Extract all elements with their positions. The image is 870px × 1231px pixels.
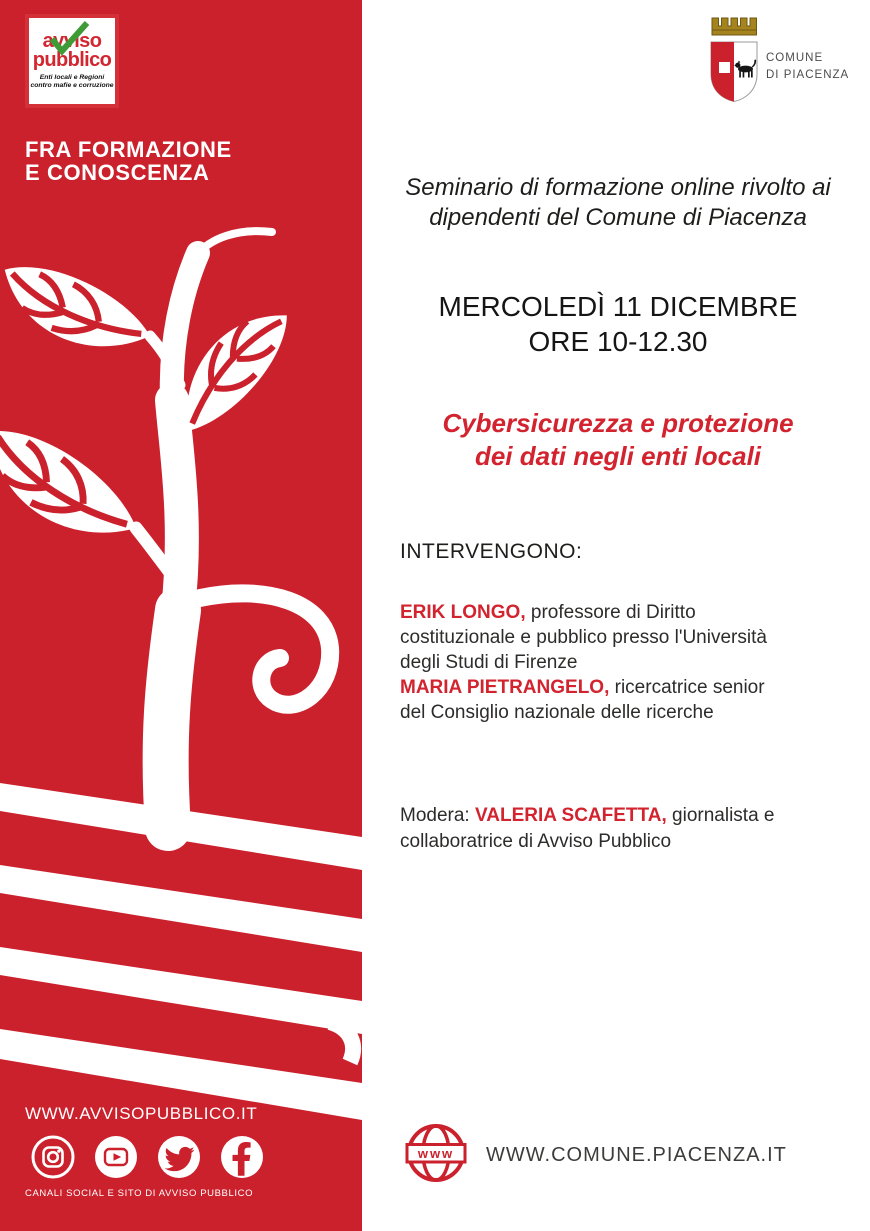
campaign-title-line1: FRA FORMAZIONE (25, 137, 232, 162)
org-name-line2: DI PIACENZA (766, 69, 850, 82)
speaker-name: ERIK LONGO, (400, 602, 526, 623)
seminar-subtitle-line1: Seminario di formazione online rivolto ai (405, 174, 831, 201)
moderator-role: giornalista e collaboratrice di Avviso Pubblico (400, 805, 775, 852)
twitter-icon[interactable] (157, 1135, 201, 1179)
event-title-line2: dei dati negli enti locali (474, 441, 762, 472)
globe-www-icon (404, 1121, 468, 1185)
seminar-subtitle (366, 173, 870, 233)
logo-word-avviso: avviso (42, 30, 102, 52)
mural-crown-icon (712, 18, 757, 35)
facebook-icon[interactable] (220, 1135, 264, 1179)
logo-wordmark (29, 32, 115, 70)
logo-word-pubblico: pubblico (32, 49, 112, 71)
moderator-name: VALERIA SCAFETTA, (474, 805, 667, 826)
globe-www-label: www (417, 1146, 455, 1161)
social-caption: CANALI SOCIAL E SITO DI AVVISO PUBBLICO (25, 1188, 254, 1199)
instagram-icon[interactable] (31, 1135, 75, 1179)
speaker-name: MARIA PIETRANGELO, (400, 677, 610, 698)
event-date (366, 289, 870, 359)
left-red-panel (0, 0, 362, 1231)
event-title (366, 407, 870, 474)
event-title-line1: Cybersicurezza e protezione (442, 408, 794, 438)
logo-tagline-line1: Enti locali e Regioni (39, 74, 105, 81)
speakers-list (400, 600, 782, 725)
campaign-title (25, 139, 232, 185)
logo-tagline (29, 74, 115, 91)
org-name (766, 50, 849, 85)
event-date-line1: MERCOLEDÌ 11 DICEMBRE (438, 291, 798, 322)
speakers-heading: INTERVENGONO: (400, 540, 583, 563)
piacenza-coat-of-arms (704, 10, 764, 105)
avviso-pubblico-logo (25, 14, 119, 108)
moderator-line (400, 803, 840, 855)
org-name-line1: COMUNE (766, 52, 824, 64)
event-time-line: ORE 10-12.30 (528, 326, 708, 357)
green-check-icon (49, 20, 91, 56)
speaker-role: professore di Diritto costituzionale e pubblico presso l'Università degli Studi di Firenze (400, 602, 767, 673)
logo-tagline-line2: contro mafie e corruzione (30, 82, 114, 90)
speaker-role: ricercatrice senior del Consiglio nazionale delle ricerche (400, 677, 765, 723)
speaker-item (400, 600, 782, 675)
comune-website-link[interactable]: WWW.COMUNE.PIACENZA.IT (486, 1144, 787, 1166)
moderator-prefix: Modera: (400, 805, 475, 826)
social-icons-row (31, 1135, 264, 1179)
seminar-subtitle-line2: dipendenti del Comune di Piacenza (429, 203, 807, 231)
shield (711, 42, 757, 102)
campaign-title-line2: E CONOSCENZA (25, 159, 210, 185)
youtube-icon[interactable] (94, 1135, 138, 1179)
speaker-item (400, 675, 782, 725)
avviso-pubblico-website-link[interactable]: WWW.AVVISOPUBBLICO.IT (25, 1104, 258, 1123)
